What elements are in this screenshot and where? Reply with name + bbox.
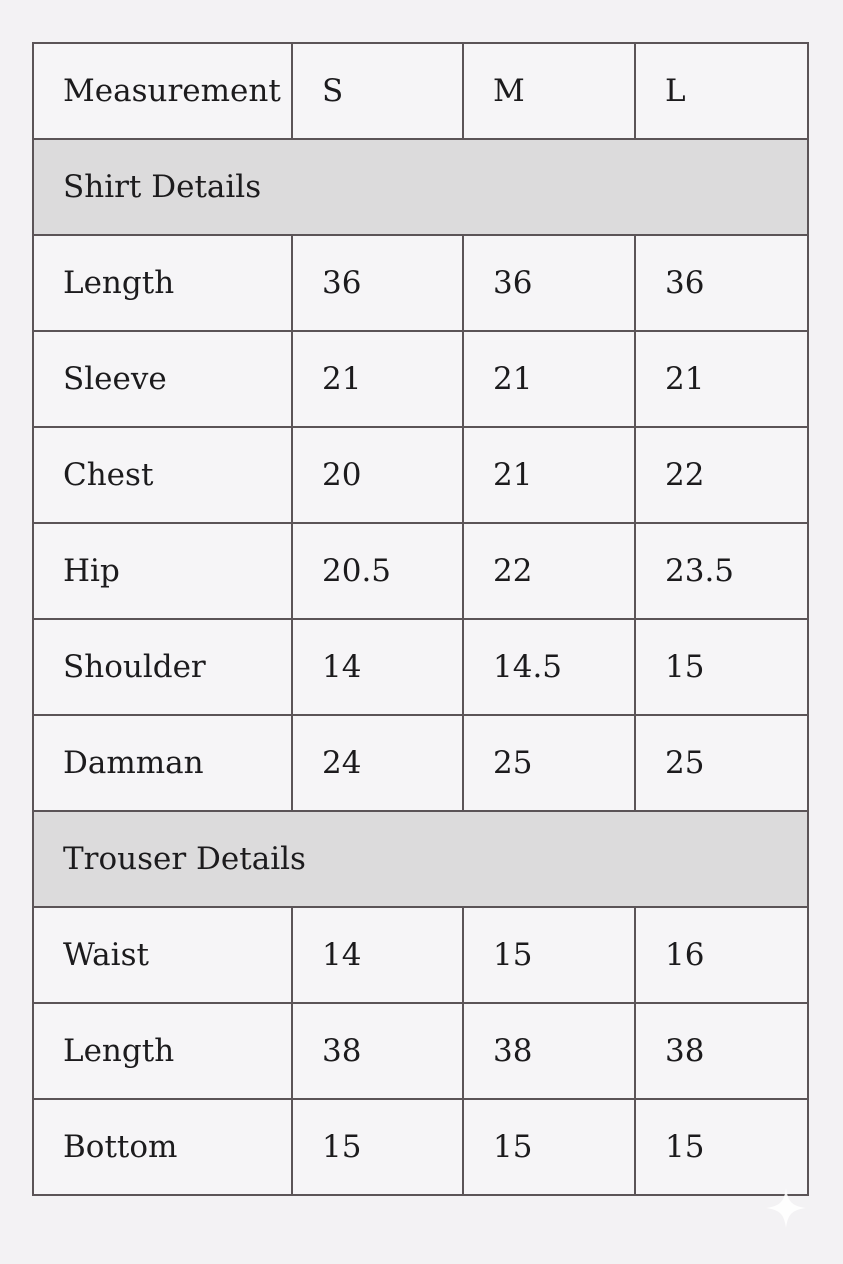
section-row-shirt-details (33, 139, 808, 235)
cell-size-l: 16 (635, 907, 808, 1003)
cell-size-m: 15 (463, 907, 635, 1003)
table-header-row (33, 43, 808, 139)
cell-size-m: 22 (463, 523, 635, 619)
table-row (33, 1099, 808, 1195)
table-row (33, 523, 808, 619)
sparkle-icon (764, 1186, 808, 1230)
section-row-trouser-details (33, 811, 808, 907)
row-label: Chest (33, 427, 292, 523)
cell-size-l: 38 (635, 1003, 808, 1099)
table-row (33, 715, 808, 811)
cell-size-m: 21 (463, 427, 635, 523)
size-chart-table (32, 42, 809, 1196)
table-row (33, 331, 808, 427)
cell-size-m: 36 (463, 235, 635, 331)
row-label: Bottom (33, 1099, 292, 1195)
row-label: Waist (33, 907, 292, 1003)
row-label: Shoulder (33, 619, 292, 715)
cell-size-s: 20.5 (292, 523, 463, 619)
header-measurement: Measurement (33, 43, 292, 139)
cell-size-s: 20 (292, 427, 463, 523)
cell-size-s: 36 (292, 235, 463, 331)
cell-size-l: 21 (635, 331, 808, 427)
cell-size-m: 21 (463, 331, 635, 427)
row-label: Damman (33, 715, 292, 811)
cell-size-s: 24 (292, 715, 463, 811)
row-label: Sleeve (33, 331, 292, 427)
section-title: Trouser Details (33, 811, 808, 907)
header-size-l: L (635, 43, 808, 139)
cell-size-l: 36 (635, 235, 808, 331)
row-label: Hip (33, 523, 292, 619)
header-size-s: S (292, 43, 463, 139)
row-label: Length (33, 1003, 292, 1099)
cell-size-m: 14.5 (463, 619, 635, 715)
cell-size-l: 15 (635, 619, 808, 715)
table-row (33, 907, 808, 1003)
cell-size-l: 15 (635, 1099, 808, 1195)
table-row (33, 235, 808, 331)
section-title: Shirt Details (33, 139, 808, 235)
table-row (33, 427, 808, 523)
cell-size-l: 25 (635, 715, 808, 811)
cell-size-m: 38 (463, 1003, 635, 1099)
cell-size-s: 38 (292, 1003, 463, 1099)
cell-size-l: 22 (635, 427, 808, 523)
cell-size-m: 25 (463, 715, 635, 811)
cell-size-s: 14 (292, 907, 463, 1003)
cell-size-m: 15 (463, 1099, 635, 1195)
cell-size-s: 21 (292, 331, 463, 427)
cell-size-s: 14 (292, 619, 463, 715)
row-label: Length (33, 235, 292, 331)
cell-size-s: 15 (292, 1099, 463, 1195)
cell-size-l: 23.5 (635, 523, 808, 619)
header-size-m: M (463, 43, 635, 139)
table-row (33, 1003, 808, 1099)
table-row (33, 619, 808, 715)
